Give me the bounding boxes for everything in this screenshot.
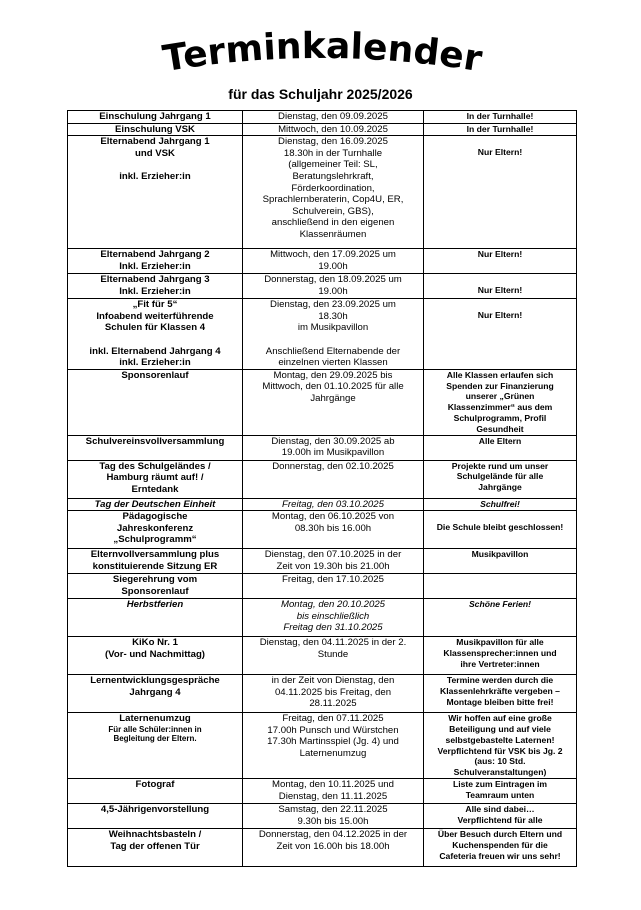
cell-line: Wir hoffen auf eine große bbox=[448, 713, 552, 724]
cell-line: Klassensprecher:innen und bbox=[443, 647, 557, 658]
table-row bbox=[68, 574, 577, 599]
cell-line: Schöne Ferien! bbox=[468, 599, 532, 610]
cell-line: Schulgelände für alle bbox=[456, 471, 544, 482]
cell-line: Inkl. Erzieher:in bbox=[119, 260, 191, 272]
cell-line: In der Turnhalle! bbox=[466, 111, 534, 121]
cell-line: und VSK bbox=[135, 147, 175, 159]
cell-line: Donnerstag, den 18.09.2025 um bbox=[264, 274, 402, 286]
cell-line: 17.00h Punsch und Würstchen bbox=[267, 724, 399, 736]
note-cell bbox=[424, 511, 577, 549]
note-cell bbox=[424, 299, 577, 370]
cell-line: im Musikpavillon bbox=[297, 322, 369, 334]
event-cell bbox=[68, 460, 243, 498]
cell-line: Elternabend Jahrgang 2 bbox=[100, 249, 210, 261]
cell-line: Zeit von 19.30h bis 21.00h bbox=[276, 560, 390, 572]
page-title-text: Terminkalender bbox=[160, 25, 485, 81]
cell-line bbox=[427, 299, 573, 310]
date-cell bbox=[243, 498, 424, 511]
date-cell bbox=[243, 274, 424, 299]
cell-line: anschließend in den eigenen bbox=[271, 217, 395, 229]
cell-line: einzelnen vierten Klassen bbox=[278, 357, 388, 369]
date-cell bbox=[243, 249, 424, 274]
cell-line: Sponsorenlauf bbox=[121, 369, 189, 381]
cell-line: Dienstag, den 09.09.2025 bbox=[278, 111, 388, 122]
cell-line: Klassenräumen bbox=[299, 228, 367, 240]
cell-line: 28.11.2025 bbox=[309, 698, 357, 710]
cell-line: Dienstag, den 11.11.2025 bbox=[278, 790, 388, 802]
cell-line: Weihnachtsbasteln / bbox=[108, 828, 202, 840]
date-cell bbox=[243, 803, 424, 828]
cell-line: Elternvollversammlung plus bbox=[90, 549, 220, 561]
cell-line: Mittwoch, den 17.09.2025 um bbox=[270, 249, 396, 261]
cell-line: In der Turnhalle! bbox=[466, 123, 534, 134]
cell-line: Fotograf bbox=[135, 778, 175, 790]
cell-line: 4,5-Jährigenvorstellung bbox=[100, 803, 210, 815]
note-cell bbox=[424, 274, 577, 299]
cell-line: Beteiligung und auf viele bbox=[449, 723, 551, 734]
cell-line: selbstgebastelte Laternen! bbox=[445, 734, 555, 745]
event-cell bbox=[68, 274, 243, 299]
cell-line: 19.00h im Musikpavillon bbox=[281, 447, 385, 459]
cell-line: Alle sind dabei… bbox=[465, 803, 535, 814]
note-cell bbox=[424, 498, 577, 511]
cell-line: 9.30h bis 15.00h bbox=[297, 815, 369, 827]
event-cell bbox=[68, 511, 243, 549]
table-row bbox=[68, 299, 577, 370]
cell-line bbox=[427, 274, 573, 285]
page-title-arc bbox=[0, 22, 641, 82]
cell-line: Donnerstag, den 02.10.2025 bbox=[272, 460, 394, 472]
cell-line: Jahrgänge bbox=[310, 392, 356, 404]
cell-line: Anschließend Elternabende der bbox=[265, 345, 401, 357]
cell-line: Montag, den 10.11.2025 und bbox=[272, 778, 394, 790]
cell-line: Alle Eltern bbox=[478, 435, 522, 446]
cell-line: inkl. Elternabend Jahrgang 4 bbox=[89, 345, 221, 357]
cell-line: ihre Vertreter:innen bbox=[460, 658, 540, 669]
date-cell bbox=[243, 123, 424, 136]
cell-line: Spenden zur Finanzierung bbox=[446, 380, 554, 391]
event-cell bbox=[68, 249, 243, 274]
cell-line bbox=[71, 159, 239, 171]
cell-line: Jahreskonferenz bbox=[116, 522, 194, 534]
table-row bbox=[68, 675, 577, 713]
note-cell bbox=[424, 460, 577, 498]
table-row bbox=[68, 369, 577, 435]
date-cell bbox=[243, 637, 424, 675]
date-cell bbox=[243, 369, 424, 435]
note-cell bbox=[424, 778, 577, 803]
cell-line: Inkl. Erzieher:in bbox=[119, 285, 191, 297]
cell-line: 19.00h bbox=[318, 285, 348, 297]
cell-line: Freitag, den 03.10.2025 bbox=[282, 498, 384, 510]
table-row bbox=[68, 511, 577, 549]
cell-line: (Vor- und Nachmittag) bbox=[104, 648, 206, 660]
table-row bbox=[68, 549, 577, 574]
date-cell bbox=[243, 111, 424, 124]
note-cell bbox=[424, 713, 577, 779]
date-cell bbox=[243, 599, 424, 637]
note-cell bbox=[424, 803, 577, 828]
cell-line: Elternabend Jahrgang 3 bbox=[100, 274, 210, 286]
cell-line: Gesundheit bbox=[476, 423, 524, 434]
cell-line: Dienstag, den 07.10.2025 in der bbox=[264, 549, 402, 561]
event-cell bbox=[68, 828, 243, 866]
cell-line: Über Besuch durch Eltern und bbox=[437, 828, 563, 839]
cell-line bbox=[427, 574, 573, 585]
cell-line: Zeit von 16.00h bis 18.00h bbox=[276, 840, 390, 852]
event-cell bbox=[68, 111, 243, 124]
cell-line: Lernentwicklungsgespräche bbox=[90, 675, 220, 687]
cell-line: Freitag den 31.10.2025 bbox=[283, 622, 383, 634]
cell-line: Liste zum Eintragen im bbox=[452, 778, 548, 789]
cell-line: unserer „Grünen bbox=[465, 391, 535, 402]
cell-line: KiKo Nr. 1 bbox=[132, 637, 178, 649]
cell-line bbox=[246, 334, 420, 346]
cell-line: Schulveranstaltungen) bbox=[453, 767, 547, 778]
svg-text:Terminkalender bbox=[160, 26, 485, 80]
schedule-table bbox=[67, 110, 577, 867]
date-cell bbox=[243, 511, 424, 549]
page-subtitle: für das Schuljahr 2025/2026 bbox=[228, 86, 413, 102]
cell-line: Pädagogische bbox=[122, 511, 188, 523]
table-row bbox=[68, 111, 577, 124]
cell-line: Tag der Deutschen Einheit bbox=[94, 498, 216, 510]
cell-line: Schulvereinsvollversammlung bbox=[85, 435, 225, 447]
cell-line: Kuchenspenden für die bbox=[452, 839, 548, 850]
cell-line: inkl. Erzieher:in bbox=[119, 357, 191, 369]
cell-line: Projekte rund um unser bbox=[451, 460, 549, 471]
event-cell bbox=[68, 435, 243, 460]
date-cell bbox=[243, 435, 424, 460]
cell-line: Laternenumzug bbox=[299, 747, 367, 759]
cell-line: Musikpavillon für alle bbox=[456, 637, 544, 648]
event-cell bbox=[68, 599, 243, 637]
table-row bbox=[68, 803, 577, 828]
page-title bbox=[0, 22, 641, 82]
event-cell bbox=[68, 675, 243, 713]
event-cell bbox=[68, 136, 243, 249]
cell-line: Einschulung Jahrgang 1 bbox=[99, 111, 211, 122]
table-row bbox=[68, 599, 577, 637]
cell-line: Förderkoordination, bbox=[291, 182, 375, 194]
cell-line: Teamraum unten bbox=[465, 789, 535, 800]
cell-line: Schulprogramm, Profil bbox=[453, 412, 547, 423]
table-row bbox=[68, 713, 577, 779]
cell-line: in der Zeit von Dienstag, den bbox=[271, 675, 395, 687]
cell-line bbox=[71, 334, 239, 346]
cell-line: konstituierende Sitzung ER bbox=[92, 560, 218, 572]
cell-line: 17.30h Martinsspiel (Jg. 4) und bbox=[267, 736, 399, 748]
cell-line: Nur Eltern! bbox=[477, 249, 523, 260]
cell-line: Montag, den 06.10.2025 von bbox=[271, 511, 395, 523]
cell-line: Donnerstag, den 04.12.2025 in der bbox=[258, 828, 408, 840]
event-cell bbox=[68, 778, 243, 803]
note-cell bbox=[424, 549, 577, 574]
cell-line: Siegerehrung vom bbox=[112, 574, 198, 586]
note-cell bbox=[424, 599, 577, 637]
table-row bbox=[68, 460, 577, 498]
cell-line: inkl. Erzieher:in bbox=[119, 170, 191, 182]
schedule-table-body bbox=[68, 111, 577, 867]
note-cell bbox=[424, 828, 577, 866]
event-cell bbox=[68, 574, 243, 599]
cell-line: bis einschließlich bbox=[296, 610, 370, 622]
cell-line: Samstag, den 22.11.2025 bbox=[278, 803, 388, 815]
cell-line: Infoabend weiterführende bbox=[96, 310, 214, 322]
date-cell bbox=[243, 675, 424, 713]
cell-line: Sprachlernberaterin, Cop4U, ER, bbox=[262, 194, 404, 206]
event-cell bbox=[68, 498, 243, 511]
cell-line: Sponsorenlauf bbox=[121, 585, 189, 597]
note-cell bbox=[424, 675, 577, 713]
table-row bbox=[68, 123, 577, 136]
table-row bbox=[68, 828, 577, 866]
cell-line: Tag der offenen Tür bbox=[110, 840, 200, 852]
cell-line: Dienstag, den 16.09.2025 bbox=[278, 136, 388, 148]
cell-line: Jahrgang 4 bbox=[129, 686, 181, 698]
cell-line: Musikpavillon bbox=[471, 549, 529, 560]
cell-line: Hamburg räumt auf! / bbox=[106, 472, 204, 484]
cell-line: „Schulprogramm“ bbox=[113, 534, 197, 546]
table-row bbox=[68, 778, 577, 803]
table-row bbox=[68, 136, 577, 249]
table-row bbox=[68, 498, 577, 511]
cell-line: „Fit für 5“ bbox=[132, 299, 178, 311]
note-cell bbox=[424, 574, 577, 599]
event-cell bbox=[68, 637, 243, 675]
cell-line: Für alle Schüler:innen in bbox=[108, 724, 202, 734]
cell-line: 18.30h bbox=[318, 310, 348, 322]
cell-line: Schulen für Klassen 4 bbox=[104, 322, 206, 334]
cell-line: Die Schule bleibt geschlossen! bbox=[436, 521, 564, 532]
cell-line: Montag, den 29.09.2025 bis bbox=[273, 369, 393, 381]
note-cell bbox=[424, 369, 577, 435]
cell-line: Montage bleiben bitte frei! bbox=[446, 696, 554, 707]
cell-line: Montag, den 20.10.2025 bbox=[280, 599, 386, 611]
cell-line: Termine werden durch die bbox=[446, 675, 554, 686]
cell-line: Verpflichtend für alle bbox=[457, 814, 543, 825]
date-cell bbox=[243, 299, 424, 370]
cell-line: 18.30h in der Turnhalle bbox=[283, 147, 383, 159]
event-cell bbox=[68, 299, 243, 370]
cell-line: Nur Eltern! bbox=[477, 146, 523, 157]
note-cell bbox=[424, 637, 577, 675]
note-cell bbox=[424, 123, 577, 136]
date-cell bbox=[243, 136, 424, 249]
cell-line bbox=[427, 136, 573, 147]
cell-line: Freitag, den 07.11.2025 bbox=[282, 713, 384, 725]
cell-line: Begleitung der Eltern. bbox=[113, 734, 197, 744]
cell-line: Erntedank bbox=[131, 483, 179, 495]
cell-line: Dienstag, den 30.09.2025 ab bbox=[271, 435, 395, 447]
cell-line: (aus: 10 Std. bbox=[474, 756, 526, 767]
cell-line: 19.00h bbox=[318, 260, 348, 272]
cell-line: Freitag, den 17.10.2025 bbox=[282, 574, 384, 586]
date-cell bbox=[243, 549, 424, 574]
cell-line: Elternabend Jahrgang 1 bbox=[100, 136, 210, 148]
table-row bbox=[68, 274, 577, 299]
event-cell bbox=[68, 123, 243, 136]
date-cell bbox=[243, 828, 424, 866]
event-cell bbox=[68, 369, 243, 435]
cell-line bbox=[427, 511, 573, 522]
cell-line: Jahrgänge bbox=[478, 482, 522, 493]
cell-line: Mittwoch, den 10.09.2025 bbox=[278, 123, 388, 135]
note-cell bbox=[424, 435, 577, 460]
cell-line: Herbstferien bbox=[126, 599, 184, 611]
date-cell bbox=[243, 713, 424, 779]
cell-line: Beratungslehrkraft, bbox=[292, 170, 374, 182]
cell-line: Mittwoch, den 01.10.2025 für alle bbox=[262, 381, 404, 393]
cell-line: Cafeteria freuen wir uns sehr! bbox=[439, 850, 561, 861]
event-cell bbox=[68, 549, 243, 574]
cell-line: Verpflichtend für VSK bis Jg. 2 bbox=[437, 745, 563, 756]
cell-line: Alle Klassen erlaufen sich bbox=[446, 369, 554, 380]
cell-line: Schulfrei! bbox=[480, 498, 520, 509]
date-cell bbox=[243, 574, 424, 599]
note-cell bbox=[424, 136, 577, 249]
cell-line: Klassenzimmer“ aus dem bbox=[447, 402, 553, 413]
cell-line: Nur Eltern! bbox=[477, 309, 523, 320]
event-cell bbox=[68, 713, 243, 779]
table-row bbox=[68, 435, 577, 460]
cell-line: Tag des Schulgeländes / bbox=[99, 460, 211, 472]
table-row bbox=[68, 637, 577, 675]
note-cell bbox=[424, 249, 577, 274]
cell-line: Dienstag, den 04.11.2025 in der 2. bbox=[259, 637, 407, 649]
cell-line: (allgemeiner Teil: SL, bbox=[288, 159, 378, 171]
table-row bbox=[68, 249, 577, 274]
cell-line: 08.30h bis 16.00h bbox=[294, 522, 372, 534]
date-cell bbox=[243, 460, 424, 498]
cell-line: 04.11.2025 bis Freitag, den bbox=[274, 686, 392, 698]
cell-line: Klassenlehrkräfte vergeben – bbox=[440, 685, 560, 696]
note-cell bbox=[424, 111, 577, 124]
cell-line: Dienstag, den 23.09.2025 um bbox=[270, 299, 396, 311]
cell-line: Laternenumzug bbox=[119, 713, 191, 725]
cell-line: Nur Eltern! bbox=[477, 284, 523, 295]
cell-line: Stunde bbox=[317, 648, 349, 660]
date-cell bbox=[243, 778, 424, 803]
cell-line: Einschulung VSK bbox=[115, 123, 195, 135]
cell-line: Schulverein, GBS), bbox=[292, 205, 374, 217]
event-cell bbox=[68, 803, 243, 828]
